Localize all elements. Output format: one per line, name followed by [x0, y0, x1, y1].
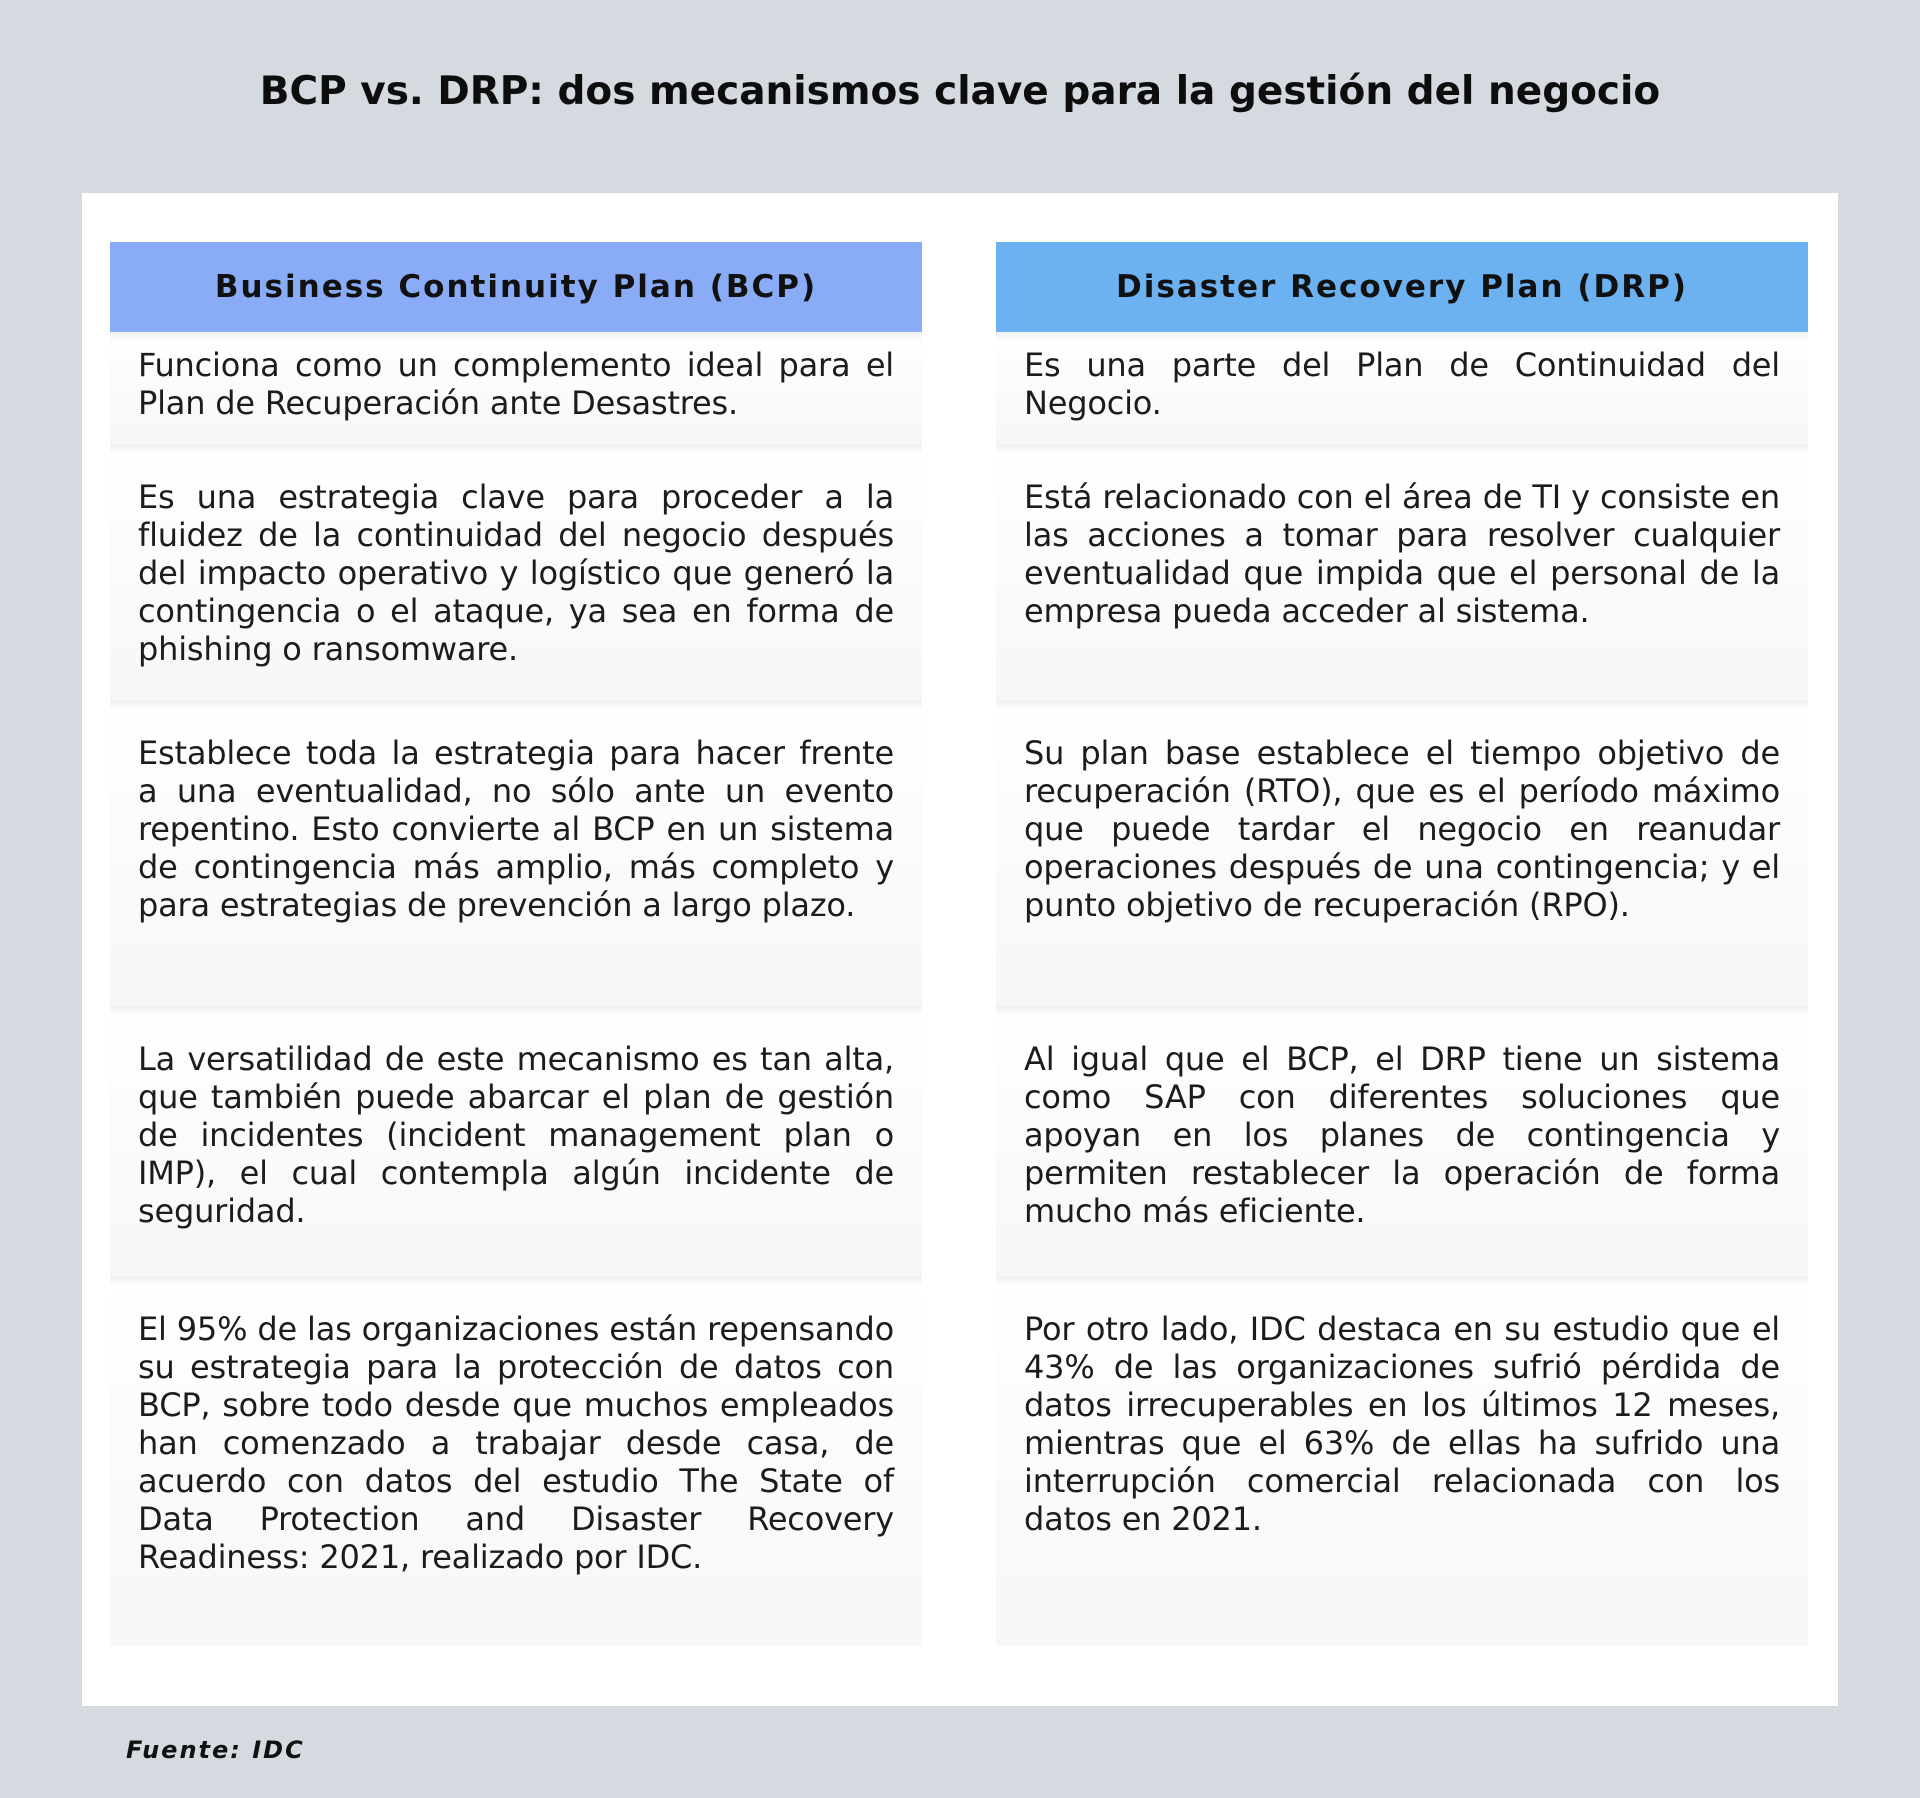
drp-column: [996, 242, 1808, 1646]
drp-cell: [996, 700, 1808, 1006]
comparison-card: [82, 193, 1838, 1706]
bcp-column-header: Business Continuity Plan (BCP): [110, 242, 922, 332]
source-note: Fuente: IDC: [126, 1736, 305, 1764]
bcp-cell-text: Funciona como un complemento ideal para el Plan de Recuperación ante Desastres.: [138, 346, 894, 422]
bcp-cell-text: El 95% de las organizaciones están repensando su estrategia para la protección de datos con BCP, sobre todo desde que muchos empleados han comenzado a trabajar desde casa, de acuerdo con datos del estudio The State of Data Protection and Disaster Recovery Readiness: 2021, realizado por IDC.: [138, 1310, 894, 1576]
bcp-cell: [110, 444, 922, 700]
drp-cell-text: Al igual que el BCP, el DRP tiene un sistema como SAP con diferentes soluciones que apoyan en los planes de contingencia y permiten restablecer la operación de forma mucho más eficiente.: [1024, 1040, 1780, 1230]
drp-cell-text: Su plan base establece el tiempo objetivo de recuperación (RTO), que es el período máximo que puede tardar el negocio en reanudar operaciones después de una contingencia; y el punto objetivo de recuperación (RPO).: [1024, 734, 1780, 924]
drp-cell: [996, 444, 1808, 700]
bcp-cell: [110, 700, 922, 1006]
page-title: BCP vs. DRP: dos mecanismos clave para la gestión del negocio: [259, 69, 1661, 114]
bcp-cell: [110, 332, 922, 444]
drp-cell-text: Es una parte del Plan de Continuidad del Negocio.: [1024, 346, 1780, 422]
drp-column-header: Disaster Recovery Plan (DRP): [996, 242, 1808, 332]
bcp-cell: [110, 1006, 922, 1276]
drp-cell-text: Está relacionado con el área de TI y consiste en las acciones a tomar para resolver cualquier eventualidad que impida que el personal de la empresa pueda acceder al sistema.: [1024, 478, 1780, 630]
bcp-cell-text: Establece toda la estrategia para hacer frente a una eventualidad, no sólo ante un evento repentino. Esto convierte al BCP en un sistema de contingencia más amplio, más completo y para estrategias de prevención a largo plazo.: [138, 734, 894, 924]
drp-cell: [996, 332, 1808, 444]
bcp-column: [110, 242, 922, 1646]
drp-cell-text: Por otro lado, IDC destaca en su estudio que el 43% de las organizaciones sufrió pérdida de datos irrecuperables en los últimos 12 meses, mientras que el 63% de ellas ha sufrido una interrupción comercial relacionada con los datos en 2021.: [1024, 1310, 1780, 1538]
bcp-cell: [110, 1276, 922, 1646]
bcp-cell-text: La versatilidad de este mecanismo es tan alta, que también puede abarcar el plan de gestión de incidentes (incident management plan o IMP), el cual contempla algún incidente de seguridad.: [138, 1040, 894, 1230]
drp-cell: [996, 1276, 1808, 1646]
bcp-cell-text: Es una estrategia clave para proceder a la fluidez de la continuidad del negocio después del impacto operativo y logístico que generó la contingencia o el ataque, ya sea en forma de phishing o ransomware.: [138, 478, 894, 668]
drp-cell: [996, 1006, 1808, 1276]
